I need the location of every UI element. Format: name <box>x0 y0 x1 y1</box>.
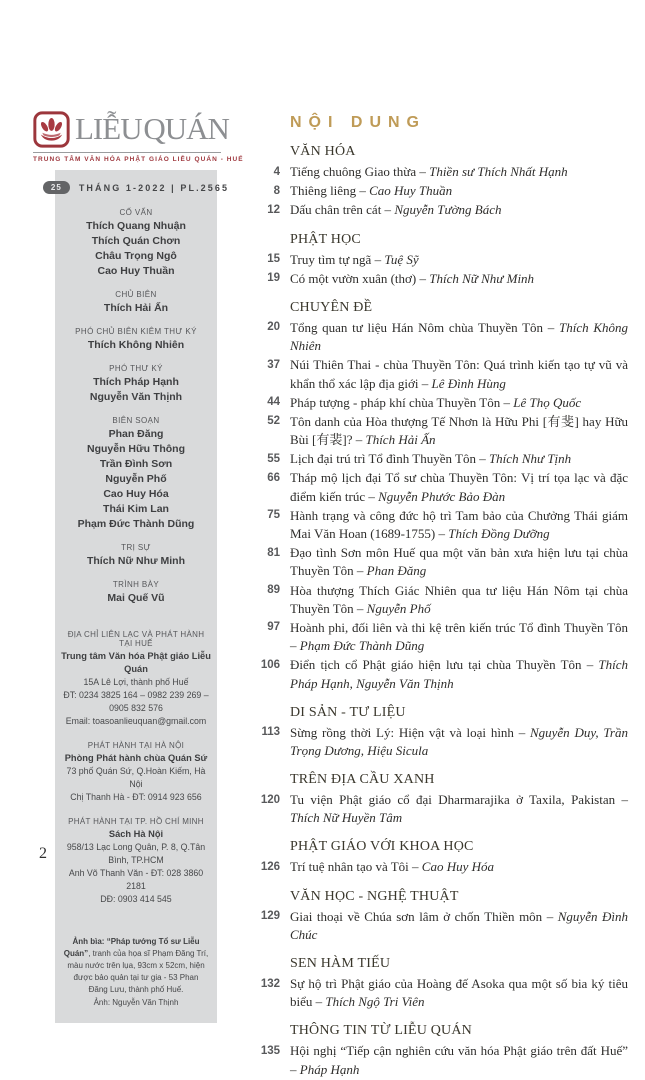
issue-bar <box>50 178 230 196</box>
toc-entry-page-number: 113 <box>261 726 280 739</box>
toc-section <box>256 772 628 827</box>
toc-entry-page-number: 66 <box>267 471 280 484</box>
issue-number-badge: 25 <box>43 181 70 194</box>
toc-section <box>256 705 628 760</box>
toc-entry <box>256 619 628 655</box>
toc-entry-page-number: 19 <box>267 272 280 285</box>
toc-entry-author: Thiền sư Thích Nhất Hạnh <box>429 164 568 179</box>
contact-org-name: Sách Hà Nội <box>108 829 164 839</box>
contact-line: ĐT: 0234 3825 164 – 0982 239 269 – 0905 832 576 <box>63 690 209 713</box>
contact-block <box>61 741 211 804</box>
toc-entry-author: Thích Nữ Huyền Tâm <box>290 810 403 826</box>
toc-entry-author: Tuệ Sỹ <box>384 251 419 267</box>
toc-entry-title: Trí tuệ nhân tạo và Tôi – Cao Huy Hóa <box>290 859 495 875</box>
toc-entry-page-number: 89 <box>267 584 280 597</box>
staff-name: Phan Đăng <box>108 428 164 440</box>
staff-name: Thích Không Nhiên <box>87 339 185 351</box>
toc-entry <box>256 413 628 449</box>
logo <box>33 111 229 148</box>
toc-entry <box>256 791 628 827</box>
toc-entry-title: Tiếng chuông Giao thừa – Thiền sư Thích Nhất Hạnh <box>290 164 568 179</box>
staff-role-label: TRÌNH BÀY <box>112 580 160 589</box>
toc-entry-author: Nguyễn Đình Chúc <box>290 908 628 942</box>
toc-entry <box>256 908 628 944</box>
toc-section-title: PHẬT GIÁO VỚI KHOA HỌC <box>290 839 474 855</box>
toc-section <box>256 956 628 1011</box>
toc-section-title: THÔNG TIN TỪ LIỄU QUÁN <box>290 1023 472 1039</box>
toc-section <box>256 1023 628 1078</box>
staff-name: Nguyễn Phố <box>105 473 167 485</box>
toc-entry-title: Tôn danh của Hòa thượng Tế Nhơn là Hữu Phi [有斐] hay Hữu Bùi [有裴]? – Thích Hải Ấn <box>290 413 628 448</box>
toc-entry-title: Tu viện Phật giáo cổ đại Dharmarajika ở Taxila, Pakistan – Thích Nữ Huyền Tâm <box>290 792 628 826</box>
toc-entry <box>256 201 628 219</box>
toc-entry-author: Cao Huy Thuần <box>369 183 453 199</box>
toc-entry-title: Thiêng liêng – Cao Huy Thuần <box>290 183 453 199</box>
toc-entry-page-number: 15 <box>267 253 280 266</box>
toc-entry-author: Thích Nữ Như Minh <box>429 270 535 286</box>
toc-section-title: TRÊN ĐỊA CẦU XANH <box>290 772 435 788</box>
toc-entry-title: Tháp mộ lịch đại Tổ sư chùa Thuyền Tôn: Vị trí tọa lạc và đặc điểm kiến trúc – Nguyễn Phước Bảo Đàn <box>290 470 628 504</box>
toc-section-title: PHẬT HỌC <box>290 231 361 247</box>
toc-entry <box>256 544 628 580</box>
staff-role-label: BIÊN SOẠN <box>112 416 160 425</box>
contact-block <box>61 630 211 728</box>
toc-entry-page-number: 120 <box>260 793 280 806</box>
toc-section <box>256 144 628 220</box>
cover-caption-title: Ảnh bìa: “Pháp tướng Tổ sư Liễu Quán” <box>63 937 200 958</box>
staff-section <box>61 416 211 532</box>
toc-entry-page-number: 20 <box>267 321 280 334</box>
toc-entry-author: Thích Không Nhiên <box>290 319 628 354</box>
toc-entry-author: Phạm Đức Thành Dũng <box>299 638 425 654</box>
toc-entry-title: Điển tịch cổ Phật giáo hiện lưu tại chùa Thuyền Tôn – Thích Pháp Hạnh, Nguyễn Văn Thịnh <box>290 657 628 691</box>
cover-photo-credit: Ảnh: Nguyễn Văn Thịnh <box>93 998 179 1007</box>
toc-entry-title: Truy tìm tự ngã – Tuệ Sỹ <box>290 251 419 267</box>
toc-entry-title: Núi Thiên Thai - chùa Thuyền Tôn: Quá trình kiến tạo tự vũ và khẩn thổ xác lập địa giới – Lê Đình Hùng <box>290 357 628 391</box>
contact-org-name: Phòng Phát hành chùa Quán Sứ <box>64 753 208 763</box>
issue-date-label: THÁNG 1-2022 | PL.2565 <box>78 182 230 193</box>
toc-entry-title: Đạo tình Sơn môn Huế qua một văn bản xưa hiện lưu tại chùa Thuyền Tôn – Phan Đăng <box>290 545 628 579</box>
toc-entry <box>256 319 628 355</box>
staff-name: Nguyễn Văn Thịnh <box>89 391 183 403</box>
toc-section-title: DI SẢN - TƯ LIỆU <box>290 704 406 720</box>
toc-entry-title: Hành trạng và công đức hộ trì Tam bảo của Chưởng Thái giám Mai Văn Hoan (1689-1755) – Thích Đồng Dưỡng <box>290 507 628 541</box>
toc-entry <box>256 450 628 468</box>
staff-name: Thích Quang Nhuận <box>86 220 186 232</box>
toc-entry-page-number: 44 <box>267 396 280 409</box>
staff-name: Thích Hải Ấn <box>103 302 169 314</box>
magazine-tagline: TRUNG TÂM VĂN HÓA PHẬT GIÁO LIỄU QUÁN - HUẾ <box>33 156 244 163</box>
toc-entry <box>256 469 628 505</box>
toc-entry-author: Lê Đình Hùng <box>431 375 506 391</box>
contact-label: PHÁT HÀNH TẠI HÀ NỘI <box>87 741 185 750</box>
staff-section <box>61 580 211 606</box>
toc-entry-author: Nguyễn Phước Bảo Đàn <box>378 488 506 504</box>
staff-name: Nguyễn Hữu Thông <box>86 443 185 455</box>
toc-entry-title: Hòa thượng Thích Giác Nhiên qua tư liệu Hán Nôm tại chùa Thuyền Tôn – Nguyễn Phố <box>290 582 628 616</box>
sidebar-contacts <box>61 630 211 906</box>
staff-name: Cao Huy Hóa <box>103 488 169 500</box>
toc-entry-author: Thích Như Tịnh <box>488 451 572 467</box>
toc-entry <box>256 182 628 200</box>
toc-entry-author: Thích Ngộ Tri Viên <box>325 994 425 1010</box>
toc-entry-author: Thích Đồng Dưỡng <box>448 526 550 541</box>
toc-entry <box>256 858 628 876</box>
lotus-seal-icon <box>33 111 70 148</box>
toc-entry-author: Thích Pháp Hạnh, Nguyễn Văn Thịnh <box>290 657 628 691</box>
toc-entry-author: Thích Hải Ấn <box>365 432 436 448</box>
toc-entry <box>256 270 628 288</box>
toc-section-title: CHUYÊN ĐỀ <box>290 299 373 315</box>
toc-entry-page-number: 129 <box>260 910 280 923</box>
toc-entry-page-number: 4 <box>273 165 280 178</box>
sidebar-staff <box>61 208 211 606</box>
toc-entry-title: Hội nghị “Tiếp cận nghiên cứu văn hóa Phật giáo trên đất Huế” – Pháp Hạnh <box>290 1043 628 1077</box>
staff-name: Phạm Đức Thành Dũng <box>77 518 195 530</box>
toc-entry-author: Nguyễn Phố <box>366 600 431 616</box>
staff-role-label: CỐ VẤN <box>119 208 153 217</box>
masthead-box <box>50 170 230 1023</box>
toc-entry-page-number: 106 <box>260 658 280 671</box>
toc-section <box>256 839 628 876</box>
toc-entry-page-number: 8 <box>273 184 280 197</box>
toc-section <box>256 232 628 288</box>
staff-name: Mai Quế Vũ <box>107 592 165 604</box>
staff-section <box>61 208 211 279</box>
toc-entry <box>256 975 628 1011</box>
magazine-title: LIỄU QUÁN <box>75 111 229 147</box>
toc-sections <box>256 144 628 1079</box>
toc-entry-title: Có một vườn xuân (thơ) – Thích Nữ Như Minh <box>290 270 535 286</box>
toc-entry <box>256 507 628 543</box>
toc-entry-author: Nguyễn Duy, Trần Trọng Dương, Hiệu Sicula <box>290 724 628 758</box>
toc-section <box>256 300 628 693</box>
toc-entry-author: Nguyễn Tường Bách <box>394 202 502 218</box>
staff-name: Thích Pháp Hạnh <box>93 376 179 388</box>
contact-line: 958/13 Lạc Long Quân, P. 8, Q.Tân Bình, TP.HCM <box>66 842 206 865</box>
toc-entry-author: Phan Đăng <box>366 563 427 579</box>
toc-entry-title: Lịch đại trú trì Tổ đình Thuyền Tôn – Thích Như Tịnh <box>290 451 572 467</box>
toc-entry <box>256 656 628 692</box>
toc-entry-page-number: 126 <box>260 860 280 873</box>
toc-entry-title: Hoành phi, đối liên và thi kệ trên kiến trúc Tổ đình Thuyền Tôn – Phạm Đức Thành Dũng <box>290 619 628 654</box>
staff-role-label: PHÓ CHỦ BIÊN KIÊM THƯ KÝ <box>75 327 197 336</box>
toc-entry <box>256 163 628 181</box>
staff-name: Thích Nữ Như Minh <box>86 555 186 567</box>
contact-line: 15A Lê Lợi, thành phố Huế <box>83 677 189 687</box>
staff-name: Cao Huy Thuần <box>97 265 175 277</box>
staff-name: Châu Trọng Ngô <box>95 250 177 262</box>
toc-section-title: VĂN HÓA <box>290 144 356 159</box>
toc-entry <box>256 356 628 392</box>
staff-role-label: CHỦ BIÊN <box>115 290 157 299</box>
logo-divider <box>33 152 221 153</box>
toc-section-title: SEN HÀM TIẾU <box>290 956 391 971</box>
staff-role-label: TRỊ SỰ <box>121 543 151 552</box>
toc-entry-title: Sự hộ trì Phật giáo của Hoàng đế Asoka qua một số bia ký tiêu biểu – Thích Ngộ Tri Viên <box>290 976 628 1010</box>
toc-entry-page-number: 135 <box>260 1044 280 1057</box>
staff-section <box>61 290 211 316</box>
toc-entry-title: Pháp tượng - pháp khí chùa Thuyền Tôn – Lê Thọ Quốc <box>290 394 582 410</box>
contact-label: ĐỊA CHỈ LIÊN LẠC VÀ PHÁT HÀNH TẠI HUẾ <box>67 630 205 648</box>
toc-entry-page-number: 81 <box>267 546 280 559</box>
toc-entry <box>256 1042 628 1078</box>
staff-name: Thái Kim Lan <box>103 503 169 515</box>
toc-entry <box>256 582 628 618</box>
toc-entry-page-number: 55 <box>267 452 280 465</box>
toc-entry <box>256 724 628 760</box>
toc-entry-page-number: 37 <box>267 358 280 371</box>
contact-org-name: Trung tâm Văn hóa Phật giáo Liễu Quán <box>61 651 211 674</box>
toc-entry-author: Pháp Hạnh <box>299 1061 360 1077</box>
staff-section <box>61 327 211 353</box>
contact-line: Chị Thanh Hà - ĐT: 0914 923 656 <box>70 792 202 802</box>
toc-entry-title: Tổng quan tư liệu Hán Nôm chùa Thuyền Tôn – Thích Không Nhiên <box>290 319 628 354</box>
toc-entry-author: Cao Huy Hóa <box>421 859 495 875</box>
toc-entry-page-number: 132 <box>260 977 280 990</box>
toc-entry-page-number: 52 <box>267 415 280 428</box>
toc-entry-page-number: 12 <box>267 203 280 216</box>
staff-section <box>61 543 211 569</box>
toc-section <box>256 889 628 944</box>
staff-role-label: PHÓ THƯ KÝ <box>109 364 163 373</box>
toc-entry <box>256 251 628 269</box>
cover-caption-text: , tranh của họa sĩ Phạm Đăng Trí, màu nước trên lụa, 93cm x 52cm, hiện được bảo quản tại tư gia - 53 Phan Đăng Lưu, thành phố Huế. <box>67 949 209 994</box>
contact-line: DĐ: 0903 414 545 <box>100 894 172 904</box>
staff-section <box>61 364 211 405</box>
toc-entry-title: Dấu chân trên cát – Nguyễn Tường Bách <box>290 202 502 218</box>
toc-entry-author: Lê Thọ Quốc <box>513 394 582 410</box>
staff-name: Trần Đình Sơn <box>99 458 173 470</box>
masthead-column <box>33 111 244 1023</box>
contact-line: Anh Võ Thanh Văn - ĐT: 028 3860 2181 <box>68 868 204 891</box>
toc-entry-page-number: 97 <box>267 621 280 634</box>
contact-block <box>61 817 211 906</box>
cover-photo-caption <box>61 936 211 1009</box>
contact-line: Email: toasoanlieuquan@gmail.com <box>65 716 207 726</box>
contact-label: PHÁT HÀNH TẠI TP. HỒ CHÍ MINH <box>68 817 204 826</box>
folio-page-number: 2 <box>39 845 47 862</box>
toc-entry-title: Sừng rồng thời Lý: Hiện vật và loại hình – Nguyễn Duy, Trần Trọng Dương, Hiệu Sicula <box>290 724 628 758</box>
toc-entry <box>256 394 628 412</box>
toc-section-title: VĂN HỌC - NGHỆ THUẬT <box>290 888 459 904</box>
toc-entry-title: Giai thoại về Chúa sơn lâm ở chốn Thiền môn – Nguyễn Đình Chúc <box>290 908 628 942</box>
contact-line: 73 phố Quán Sứ, Q.Hoàn Kiếm, Hà Nội <box>66 766 206 789</box>
table-of-contents <box>256 114 628 1080</box>
toc-entry-page-number: 75 <box>267 509 280 522</box>
staff-name: Thích Quán Chơn <box>91 235 181 247</box>
toc-heading: NỘI DUNG <box>290 114 426 131</box>
